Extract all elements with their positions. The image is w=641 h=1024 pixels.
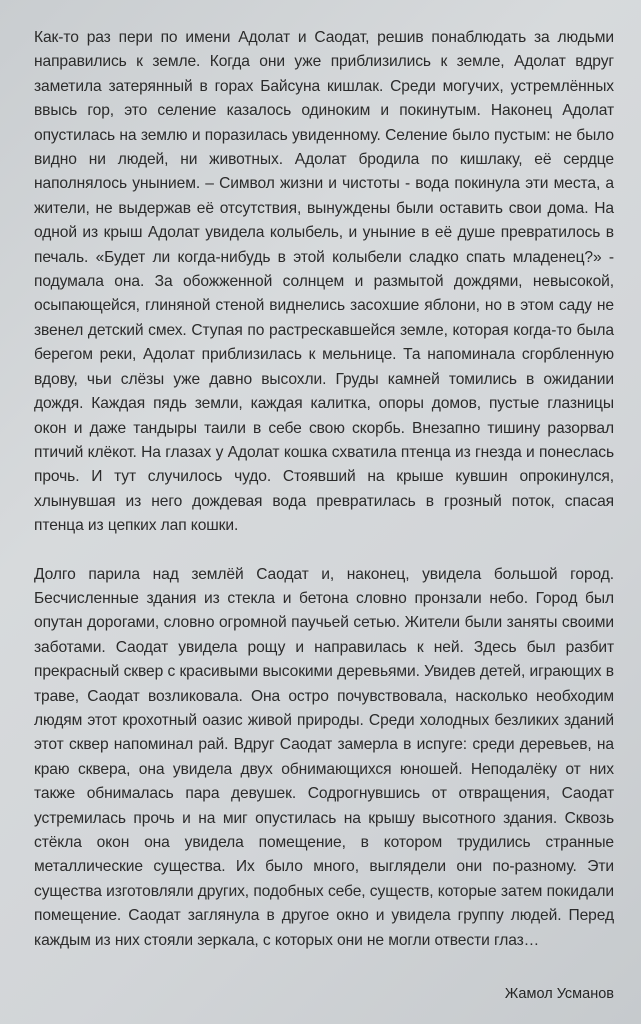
story-paragraph-saodat: Долго парила над землёй Саодат и, наконец, увидела большой город. Бесчисленные здания из стекла и бетона словно пронзали небо. Город был опутан дорогами, словно огромной паучьей сетью. Жители были заняты своими заботами. Саодат увидела рощу и направилась к ней. Здесь был разбит прекрасный сквер с красивыми высокими деревьями. Увидев детей, играющих в траве, Саодат возликовала. Она остро почувствовала, насколько необходим людям этот крохотный оазис живой природы. Среди холодных безликих зданий этот сквер напоминал рай. Вдруг Саодат замерла в испуге: среди деревьев, на краю сквера, она увидела двух обнимающихся юношей. Неподалёку от них также обнималась пара девушек. Содрогнувшись от отвращения, Саодат устремилась прочь и на миг опустилась на крышу высотного здания. Сквозь стёкла окон она увидела помещение, в котором трудились странные металлические существа. Их было много, выглядели они по-разному. Эти существа изготовляли других, подобных себе, существ, которые затем покидали помещение. Саодат заглянула в другое окно и увидела группу людей. Перед каждым из них стояли зеркала, с которых они не могли отвести глаз… (34, 565, 614, 949)
story-paragraph-adolat: Как-то раз пери по имени Адолат и Саодат, решив понаблюдать за людьми направились к земле. Когда они уже приблизились к земле, Адолат вдруг заметила затерянный в горах Байсуна кишлак. Среди могучих, устремлённых ввысь гор, это селение казалось одиноким и покинутым. Наконец Адолат опустилась на землю и поразилась увиденному. Селение было пустым: не было видно ни людей, ни животных. Адолат бродила по кишлаку, её сердце наполнялось унынием. – Символ жизни и чистоты - вода покинула эти места, а жители, не выдержав её отсутствия, вынуждены были оставить свои дома. На одной из крыш Адолат увидела колыбель, и уныние в её душе превратилось в печаль. «Будет ли когда-нибудь в этой колыбели сладко спать младенец?» - подумала она. За обожженной солнцем и размытой дождями, невысокой, осыпающейся, глиняной стеной виднелись засохшие яблони, но в этом саду не звенел детский смех. Ступая по растрескавшейся земле, которая когда-то была берегом реки, Адолат приблизилась к мельнице. Та напоминала сгорбленную вдову, чьи слёзы уже давно высохли. Груды камней томились в ожидании дождя. Каждая пядь земли, каждая калитка, опоры домов, пустые глазницы окон и даже тандыры таили в себе свою скорбь. Внезапно тишину разорвал птичий клёкот. На глазах у Адолат кошка схватила птенца из гнезда и понеслась прочь. И тут случилось чудо. Стоявший на крыше кувшин опрокинулся, хлынувшая из него дождевая вода превратилась в грозный поток, спасая птенца из цепких лап кошки. (34, 29, 614, 535)
author-signature: Жамол Усманов (504, 986, 614, 1002)
